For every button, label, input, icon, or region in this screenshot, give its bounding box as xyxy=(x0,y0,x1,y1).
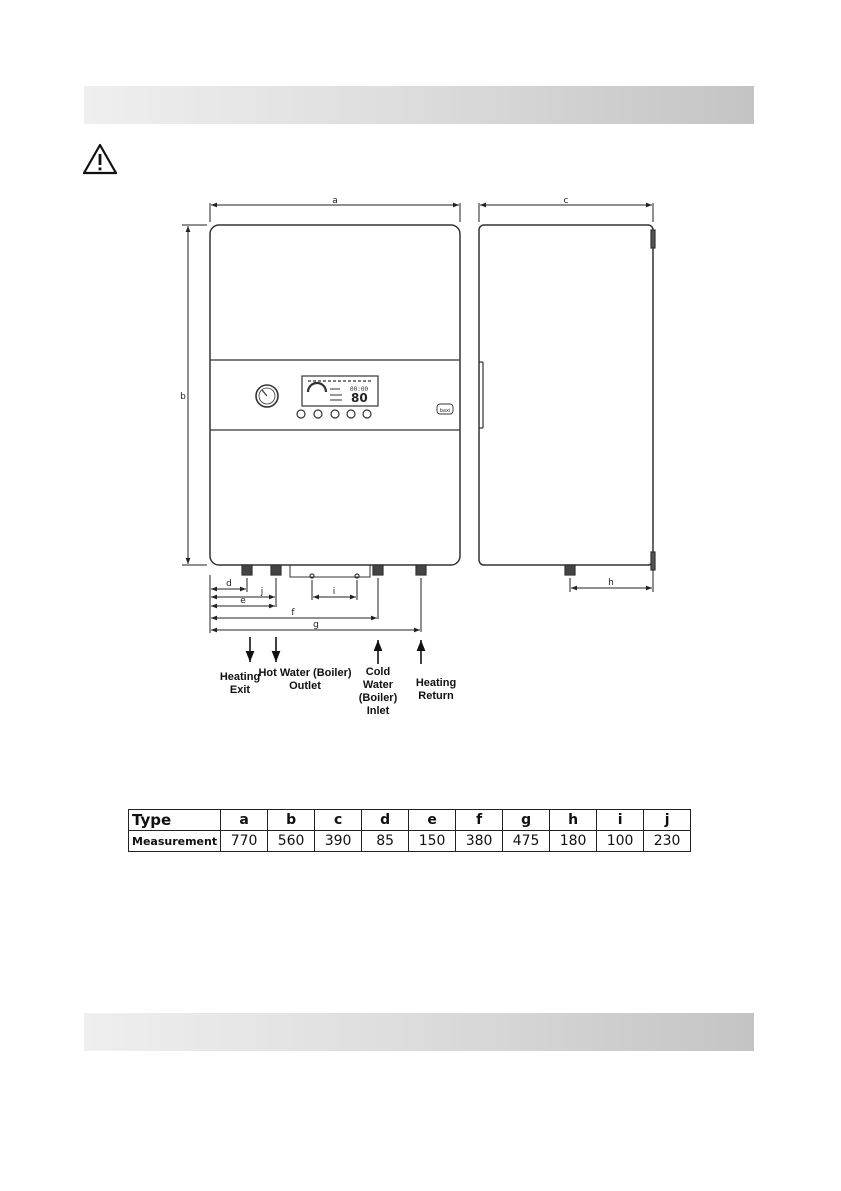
dim-a: a xyxy=(332,196,338,206)
table-cell: d xyxy=(362,810,409,831)
reset-button-icon xyxy=(363,410,371,418)
table-cell: b xyxy=(268,810,315,831)
table-cell: a xyxy=(221,810,268,831)
label-cold-water-inlet: Cold Water (Boiler) Inlet xyxy=(358,666,398,717)
dim-i: i xyxy=(332,587,336,597)
dim-g: g xyxy=(313,620,319,630)
table-cell: 85 xyxy=(362,831,409,852)
table-cell: 560 xyxy=(268,831,315,852)
pressure-gauge-icon xyxy=(256,385,278,407)
table-cell: 390 xyxy=(315,831,362,852)
section-footer-bar xyxy=(84,1013,754,1051)
display-time: 00:00 xyxy=(350,386,369,393)
table-cell: 770 xyxy=(221,831,268,852)
table-cell: c xyxy=(315,810,362,831)
table-row xyxy=(129,831,691,852)
table-cell: 100 xyxy=(597,831,644,852)
dim-f: f xyxy=(291,608,295,618)
table-header-type: Type xyxy=(129,810,221,831)
table-cell: 380 xyxy=(456,831,503,852)
table-cell: 150 xyxy=(409,831,456,852)
table-cell: e xyxy=(409,810,456,831)
up-button-icon xyxy=(331,410,339,418)
table-cell: i xyxy=(597,810,644,831)
table-header-measurement: Measurement xyxy=(129,831,221,852)
table-cell: 180 xyxy=(550,831,597,852)
table-cell: j xyxy=(644,810,691,831)
boiler-side-body xyxy=(479,225,653,565)
dim-c: c xyxy=(563,196,569,206)
table-cell: h xyxy=(550,810,597,831)
label-heating-return: Heating Return xyxy=(415,677,457,702)
dim-d: d xyxy=(226,579,232,589)
label-hot-water-outlet: Hot Water (Boiler) Outlet xyxy=(258,667,352,692)
dim-e: e xyxy=(240,596,246,606)
label-heating-exit: Heating Exit xyxy=(219,671,261,696)
table-cell: g xyxy=(503,810,550,831)
mode-button-icon xyxy=(314,410,322,418)
down-button-icon xyxy=(347,410,355,418)
brand-label: baxi xyxy=(439,408,451,414)
table-cell: 475 xyxy=(503,831,550,852)
display-value: 80 xyxy=(351,391,368,405)
dim-h: h xyxy=(608,578,614,588)
measurement-table xyxy=(128,809,691,852)
table-row xyxy=(129,810,691,831)
table-cell: f xyxy=(456,810,503,831)
table-cell: 230 xyxy=(644,831,691,852)
dim-b: b xyxy=(180,392,186,402)
dim-j: j xyxy=(260,587,264,597)
power-button-icon xyxy=(297,410,305,418)
